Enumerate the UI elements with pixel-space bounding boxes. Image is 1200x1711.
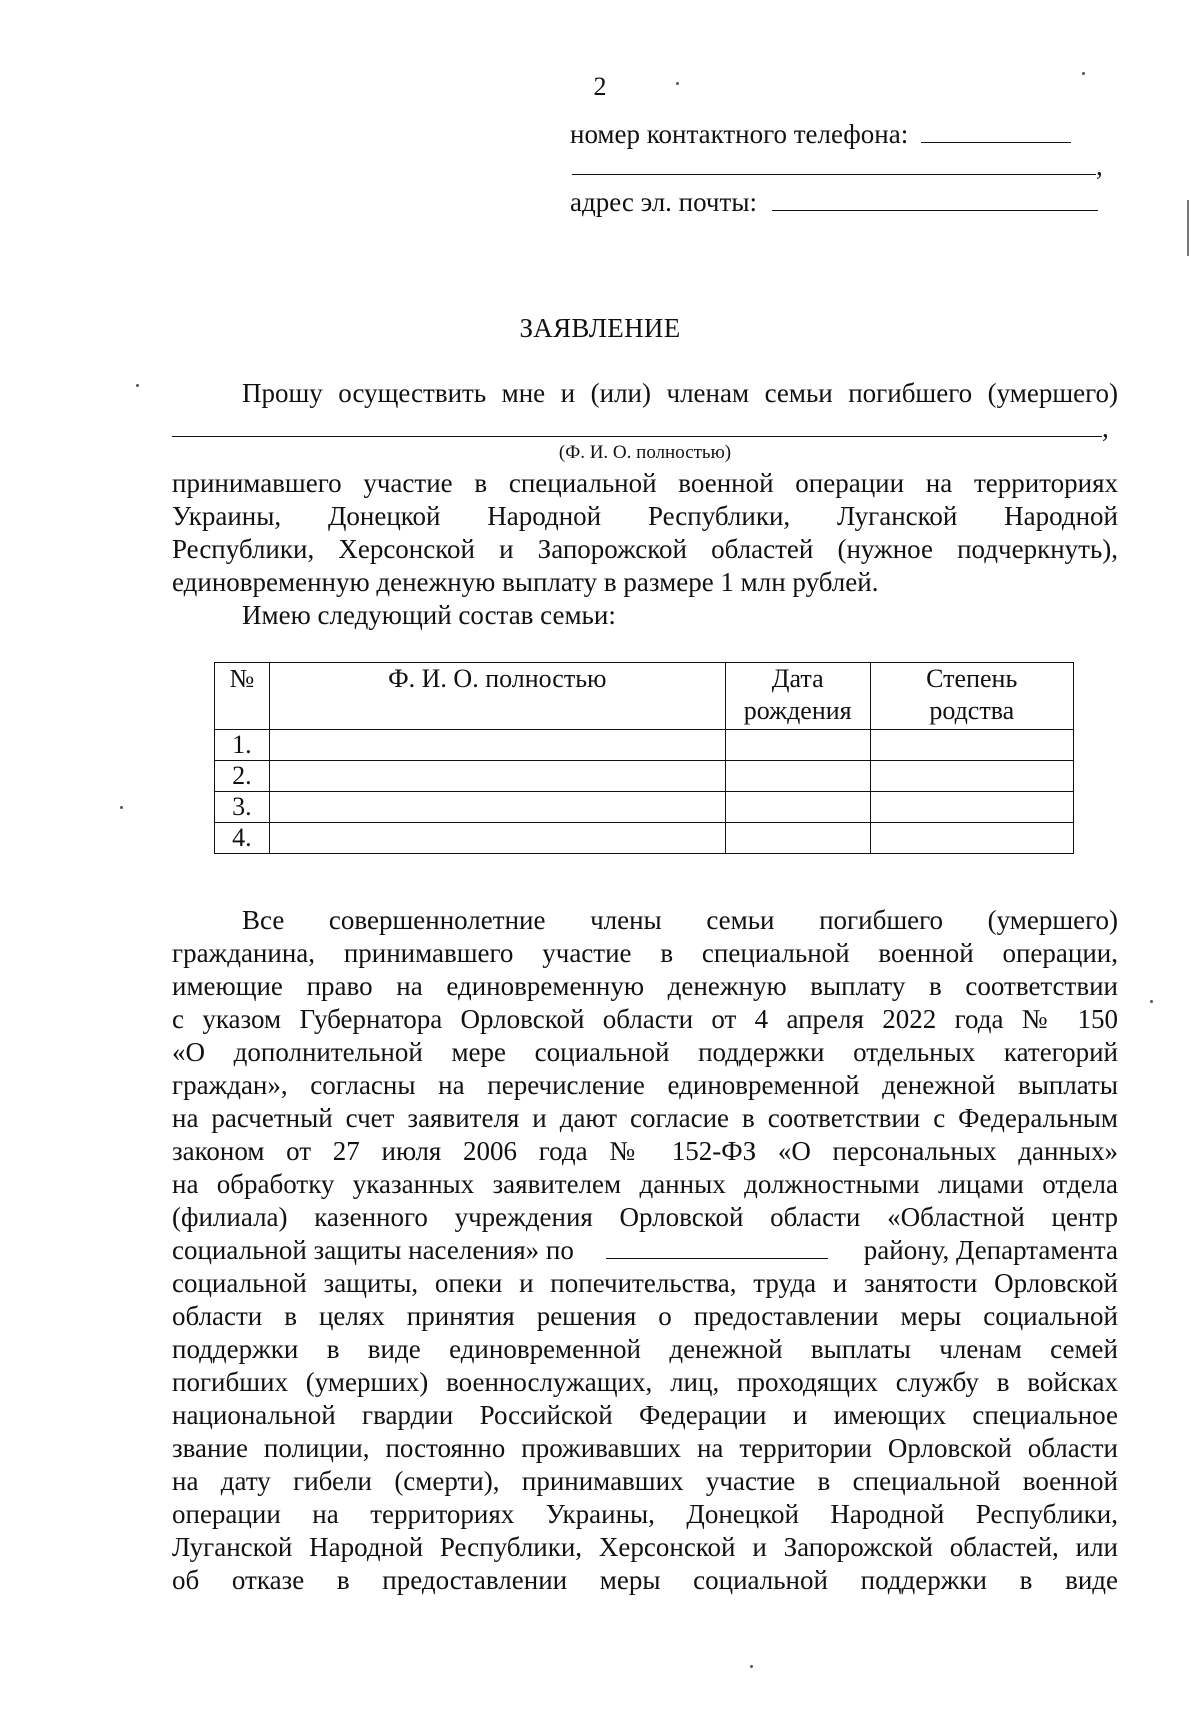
consent-line-text: граждан», согласны на перечисление единовременной денежной выплаты — [172, 1070, 1118, 1100]
table-row — [215, 730, 1074, 761]
consent-line — [172, 1399, 1118, 1431]
request-line — [172, 566, 1118, 598]
fio-caption: (Ф. И. О. полностью) — [558, 442, 732, 463]
consent-line — [172, 1036, 1118, 1068]
scan-speck — [1082, 72, 1085, 75]
scan-speck — [136, 384, 139, 387]
consent-line — [172, 1531, 1118, 1563]
consent-line — [172, 1069, 1118, 1101]
district-blank[interactable] — [606, 1234, 828, 1259]
email-label: адрес эл. почты: — [570, 187, 757, 217]
email-row — [570, 186, 1098, 218]
consent-line-text: законом от 27 июля 2006 года № 152-ФЗ «О персональных данных» — [172, 1136, 1118, 1166]
consent-line — [172, 1564, 1118, 1596]
scan-speck — [120, 806, 123, 809]
relation-cell[interactable] — [870, 730, 1074, 761]
family-intro-text: Имею следующий состав семьи: — [242, 600, 616, 630]
row-number: 2. — [215, 761, 270, 792]
fio-cell[interactable] — [269, 792, 725, 823]
header-relation-line2: родства — [929, 696, 1015, 725]
family-intro — [242, 599, 1118, 631]
consent-line — [172, 1267, 1118, 1299]
phone-continuation-blank[interactable] — [572, 150, 1096, 175]
header-num: № — [215, 663, 270, 730]
request-line-text: Республики, Херсонской и Запорожской областей (нужное подчеркнуть), — [172, 534, 1118, 564]
document-title: ЗАЯВЛЕНИЕ — [519, 313, 681, 343]
relation-cell[interactable] — [870, 792, 1074, 823]
birth-date-cell[interactable] — [725, 761, 870, 792]
birth-date-cell[interactable] — [725, 823, 870, 854]
request-line-text: принимавшего участие в специальной военной операции на территориях — [172, 468, 1118, 498]
district-prefix: социальной защиты населения» по — [172, 1235, 574, 1265]
consent-line-text: звание полиции, постоянно проживавших на территории Орловской области — [172, 1433, 1118, 1463]
fio-trailing-comma: , — [1102, 413, 1109, 443]
phone-trailing-comma: , — [1096, 151, 1103, 181]
consent-line-text: поддержки в виде единовременной денежной выплаты членам семей — [172, 1334, 1118, 1364]
phone-row — [570, 118, 1071, 150]
district-row — [172, 1234, 1118, 1266]
row-number: 4. — [215, 823, 270, 854]
relation-cell[interactable] — [870, 761, 1074, 792]
fio-cell[interactable] — [269, 823, 725, 854]
request-line — [172, 467, 1118, 499]
consent-line — [172, 970, 1118, 1002]
consent-line — [172, 1102, 1118, 1134]
table-row — [215, 761, 1074, 792]
request-first-line — [242, 377, 1118, 409]
consent-line-text: на обработку указанных заявителем данных должностными лицами отдела — [172, 1169, 1118, 1199]
header-relation — [870, 663, 1074, 730]
consent-line-text: социальной защиты, опеки и попечительства, труда и занятости Орловской — [172, 1268, 1118, 1298]
consent-line — [172, 1366, 1118, 1398]
consent-line-text: области в целях принятия решения о предоставлении меры социальной — [172, 1301, 1118, 1331]
consent-line — [172, 1432, 1118, 1464]
header-birth-date — [725, 663, 870, 730]
fio-row — [172, 412, 1109, 444]
consent-line-text: на расчетный счет заявителя и дают согласие в соответствии с Федеральным — [172, 1103, 1118, 1133]
scan-edge-mark — [1187, 200, 1189, 256]
header-relation-line1: Степень — [926, 664, 1018, 693]
birth-date-cell[interactable] — [725, 792, 870, 823]
consent-line — [172, 1498, 1118, 1530]
email-blank[interactable] — [772, 186, 1098, 211]
table-row — [215, 823, 1074, 854]
row-number: 1. — [215, 730, 270, 761]
consent-line-text: (филиала) казенного учреждения Орловской области «Областной центр — [172, 1202, 1118, 1232]
consent-line-text: имеющие право на единовременную денежную выплату в соответствии — [172, 971, 1118, 1001]
district-suffix: району, Департамента — [863, 1235, 1118, 1265]
request-line-text: единовременную денежную выплату в размере 1 млн рублей. — [172, 567, 879, 597]
header-fio: Ф. И. О. полностью — [269, 663, 725, 730]
header-birth-date-line1: Дата — [771, 664, 824, 693]
consent-line-text: национальной гвардии Российской Федерации и имеющих специальное — [172, 1400, 1118, 1430]
consent-line — [172, 1465, 1118, 1497]
request-line — [172, 533, 1118, 565]
table-row — [215, 792, 1074, 823]
consent-line-text: на дату гибели (смерти), принимавших участие в специальной военной — [172, 1466, 1118, 1496]
consent-line — [242, 904, 1118, 936]
request-first-line-text: Прошу осуществить мне и (или) членам семьи погибшего (умершего) — [242, 378, 1118, 408]
relation-cell[interactable] — [870, 823, 1074, 854]
consent-line-text: «О дополнительной мере социальной поддержки отдельных категорий — [172, 1037, 1118, 1067]
page-number: 2 — [593, 72, 607, 101]
consent-line — [172, 1135, 1118, 1167]
request-line-text: Украины, Донецкой Народной Республики, Луганской Народной — [172, 501, 1118, 531]
fio-blank[interactable] — [172, 412, 1102, 437]
consent-line — [172, 1003, 1118, 1035]
consent-line — [172, 1300, 1118, 1332]
fio-cell[interactable] — [269, 761, 725, 792]
consent-line-text: об отказе в предоставлении меры социальной поддержки в виде — [172, 1565, 1118, 1595]
scan-speck — [676, 82, 679, 85]
fio-cell[interactable] — [269, 730, 725, 761]
consent-line — [172, 1168, 1118, 1200]
scan-speck — [1150, 1000, 1153, 1003]
consent-line — [172, 937, 1118, 969]
birth-date-cell[interactable] — [725, 730, 870, 761]
consent-line-text: Луганской Народной Республики, Херсонской и Запорожской областей, или — [172, 1532, 1118, 1562]
consent-line-text: погибших (умерших) военнослужащих, лиц, проходящих службу в войсках — [172, 1367, 1118, 1397]
header-birth-date-line2: рождения — [743, 696, 852, 725]
consent-line-text: Все совершеннолетние члены семьи погибшего (умершего) — [242, 905, 1118, 935]
request-line — [172, 500, 1118, 532]
family-table — [214, 662, 1074, 854]
table-header-row — [215, 663, 1074, 730]
consent-line-text: операции на территориях Украины, Донецкой Народной Республики, — [172, 1499, 1118, 1529]
consent-line — [172, 1333, 1118, 1365]
scan-speck — [750, 1665, 753, 1668]
phone-blank[interactable] — [921, 118, 1071, 143]
consent-line — [172, 1201, 1118, 1233]
phone-label: номер контактного телефона: — [570, 119, 909, 149]
consent-line-text: гражданина, принимавшего участие в специальной военной операции, — [172, 938, 1118, 968]
phone-continuation-row — [572, 150, 1103, 182]
consent-line-text: с указом Губернатора Орловской области от 4 апреля 2022 года № 150 — [172, 1004, 1118, 1034]
row-number: 3. — [215, 792, 270, 823]
